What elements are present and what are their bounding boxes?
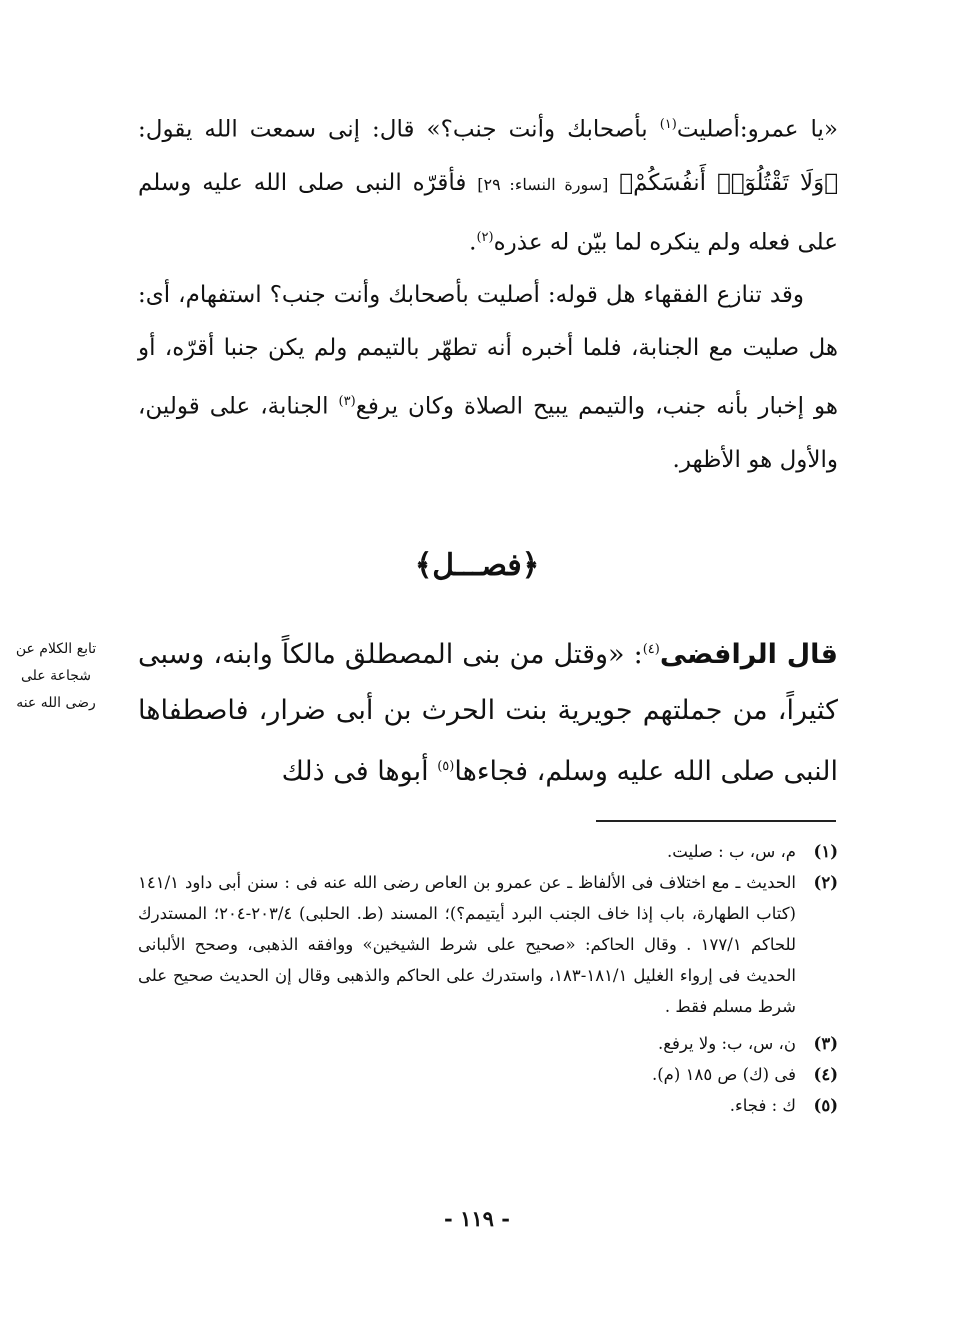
footnote-ref-3[interactable]: (٣) xyxy=(338,394,356,410)
footnote-number: (١) xyxy=(813,842,838,861)
text-run: وقد تنازع الفقهاء هل قوله: أصليت بأصحابك وأنت جنب؟ استفهام، أى: هل صليت مع الجنابة، فلما أخبره أنه تطهّر بالتيمم ولم يكن جنبا أقرّه، أو هو إخبار بأنه جنب، والتيمم يبيح الصلاة وكان يرفع xyxy=(138,282,838,420)
margin-note xyxy=(4,636,108,717)
footnotes-list xyxy=(138,836,838,1121)
footnote-item xyxy=(138,836,838,867)
footnote-ref-2[interactable]: (٢) xyxy=(476,229,494,245)
footnote-ref-1[interactable]: (١) xyxy=(659,117,677,132)
text-run: فأقرّه النبى صلى الله عليه وسلم على فعله ولم ينكره لما بيّن له عذره xyxy=(138,169,838,256)
footnote-text: فى (ك) ص ١٨٥ (م). xyxy=(652,1065,796,1084)
text-run: الجنابة، على قولين، والأول هو الأظهر. xyxy=(138,393,838,473)
speaker-label: قال الرافضى xyxy=(659,639,838,670)
footnote-ref-5[interactable]: (٥) xyxy=(437,759,455,774)
footnote-text: ن، س، ب: ولا يرفع. xyxy=(658,1034,796,1053)
margin-note-line: شجاعة على xyxy=(21,668,91,684)
paragraph-rafidi-claim xyxy=(138,622,838,800)
footnote-ref-4[interactable]: (٤) xyxy=(642,642,660,657)
margin-note-line: تابع الكلام عن xyxy=(15,641,97,657)
paragraph-fiqh-dispute xyxy=(138,269,838,487)
footnote-item xyxy=(138,1090,838,1121)
quran-reference: [سورة النساء: ٢٩] xyxy=(477,174,609,194)
footnote-number: (٥) xyxy=(813,1096,838,1115)
footnote-text: ك : فجاء. xyxy=(729,1096,796,1115)
footnote-text: الحديث ـ مع اختلاف فى الألفاظ ـ عن عمرو بن العاص رضى الله عنه فى : سنن أبى داود ١٤١/١ (كتاب الطهارة، باب إذا خاف الجنب البرد أيتيمم؟)؛ المسند (ط. الحلبى) ٢٠٣/٤-٢٠٤؛ المستدرك للحاكم ١٧٧/١ . وقال الحاكم: «صحيح على شرط الشيخين» ووافقه الذهبى، وصحح الألبانى الحديث فى إرواء الغليل ١٨١/١-١٨٣، واستدرك على الحاكم والذهبى وقال إن الحديث صحيح على شرط مسلم فقط . xyxy=(138,873,796,1016)
footnote-number: (٣) xyxy=(813,1034,838,1053)
paragraph-amr-hadith xyxy=(138,98,838,269)
section-heading: ﴿فصـــل﴾ xyxy=(414,548,540,583)
footnote-item xyxy=(138,1059,838,1090)
margin-note-line: رضى الله عنه xyxy=(16,695,96,711)
text-run: أبوها فى ذلك xyxy=(281,756,438,787)
text-run: «يا عمرو:أصليت xyxy=(676,116,838,143)
page-number: - ١١٩ - xyxy=(444,1206,510,1231)
top-text-block xyxy=(138,98,838,487)
text-run: : «وقتل من بنى المصطلق مالكاً وابنه، وسبى كثيراً، من جملتهم جويرية بنت الحرث بن أبى ضرار، فاصطفاها النبى صلى الله عليه وسلم، فجاءها xyxy=(138,639,838,787)
text-run: بأصحابك وأنت جنب؟» قال: إنى سمعت الله يقول: ﴿وَلَا تَقْتُلُوٓا۟ أَنفُسَكُمْ﴾ xyxy=(138,116,839,196)
footnote-number: (٢) xyxy=(813,873,838,892)
text-run: . xyxy=(469,229,477,256)
footnote-text: م، س، ب : صليت. xyxy=(667,842,796,861)
footnote-number: (٤) xyxy=(813,1065,838,1084)
footnote-item xyxy=(138,1028,838,1059)
footnote-item xyxy=(138,867,838,1022)
main-text-block xyxy=(138,622,838,800)
footnote-divider xyxy=(596,820,836,822)
